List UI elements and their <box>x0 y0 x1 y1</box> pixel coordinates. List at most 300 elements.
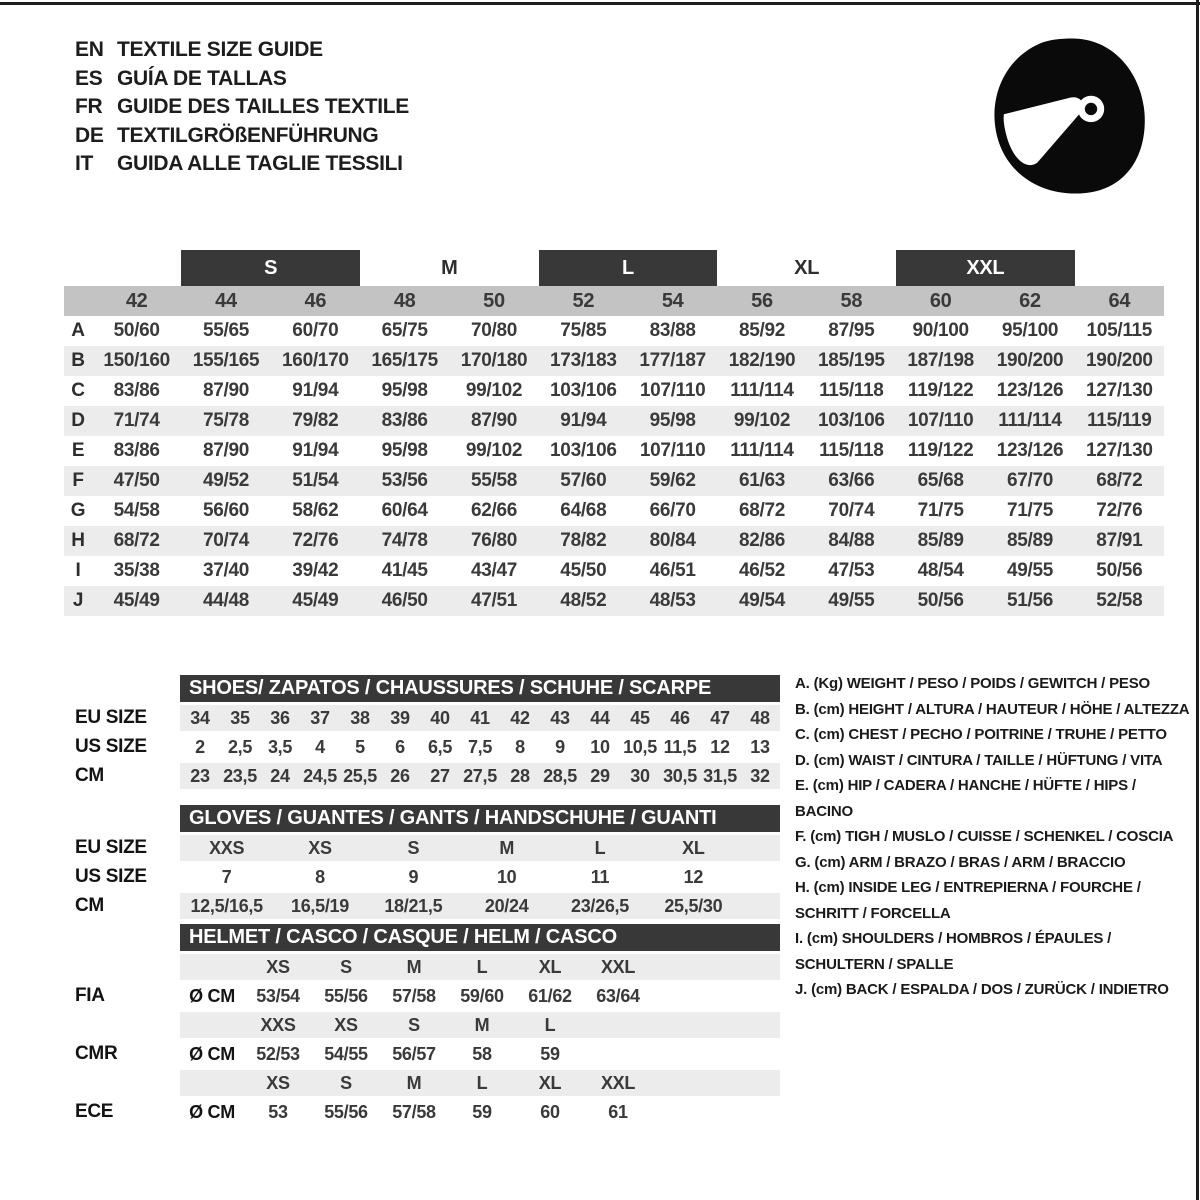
language-row <box>75 65 409 94</box>
unit-spacer <box>180 1070 244 1096</box>
size-cell: 20/24 <box>484 895 529 916</box>
table-cell: 68/72 <box>113 530 160 551</box>
band-size-cell: 54 <box>661 289 684 312</box>
size-group-s: S <box>181 250 360 286</box>
size-cell: 30,5 <box>663 765 697 786</box>
helmet-size-row <box>64 1070 1164 1096</box>
size-cell: XS <box>308 837 332 858</box>
size-cell: 10,5 <box>623 736 657 757</box>
language-row <box>75 93 409 122</box>
language-code: FR <box>75 95 103 119</box>
diameter-unit: Ø CM <box>189 985 235 1006</box>
table-cell: 62/66 <box>470 500 518 521</box>
unit-spacer <box>180 1012 244 1038</box>
table-cell: 37/40 <box>202 560 250 581</box>
table-cell: 68/72 <box>738 500 786 521</box>
table-cell: 127/130 <box>1086 440 1153 461</box>
helmet-value-cell: 59 <box>540 1043 560 1064</box>
size-cell: 35 <box>230 707 250 728</box>
table-cell: 103/106 <box>550 440 617 461</box>
table-cell: 43/47 <box>470 560 518 581</box>
table-cell: 187/198 <box>907 350 974 371</box>
band-size-cell: 62 <box>1019 289 1041 312</box>
size-cell: 42 <box>510 707 530 728</box>
row-letter: J <box>72 590 84 611</box>
legend-item: E. (cm) HIP / CADERA / HANCHE / HÜFTE / HIPS / BACINO <box>795 777 1136 820</box>
table-row <box>64 406 1164 436</box>
band-size-cell: 48 <box>393 289 416 312</box>
table-cell: 115/118 <box>819 380 884 401</box>
table-cell: 150/160 <box>103 350 170 371</box>
table-cell: 49/54 <box>738 590 786 611</box>
size-cell: 7 <box>221 866 232 887</box>
language-title: TEXTILGRÖßENFÜHRUNG <box>117 123 379 147</box>
table-cell: 160/170 <box>282 350 349 371</box>
table-cell: 111/114 <box>730 440 794 461</box>
size-cell: 23,5 <box>223 765 257 786</box>
helmet-value-cell: 54/55 <box>324 1043 368 1064</box>
table-cell: 87/90 <box>470 410 518 431</box>
table-cell: 99/102 <box>733 410 791 431</box>
table-cell: 82/86 <box>738 530 786 551</box>
size-cell: 24,5 <box>303 765 337 786</box>
row-letter: E <box>71 440 85 461</box>
row-cells <box>180 864 780 890</box>
helmet-size-cell: M <box>406 1072 422 1093</box>
helmet-value-row <box>64 1041 1164 1067</box>
table-cell: 39/42 <box>292 560 339 581</box>
language-code: IT <box>75 152 94 176</box>
helmet-size-cell: L <box>476 1072 488 1093</box>
table-cell: 53/56 <box>381 470 428 491</box>
row-cells <box>180 1012 780 1038</box>
table-cell: 155/165 <box>192 350 260 371</box>
table-row <box>64 586 1164 616</box>
band-size-cell: 56 <box>751 289 773 312</box>
table-cell: 75/85 <box>560 320 607 341</box>
helmet-value-cell: 56/57 <box>392 1043 436 1064</box>
table-row <box>64 466 1164 496</box>
standard-label: ECE <box>75 1101 114 1122</box>
helmet-value-cell: 52/53 <box>256 1043 300 1064</box>
helmet-section-header: HELMET / CASCO / CASQUE / HELM / CASCO <box>180 924 780 951</box>
helmet-size-cell: XS <box>266 1072 290 1093</box>
helmet-value-cell: 55/56 <box>324 1101 368 1122</box>
table-cell: 173/183 <box>550 350 617 371</box>
size-cell: 6,5 <box>427 736 453 757</box>
table-cell: 48/52 <box>560 590 607 611</box>
table-cell: 49/55 <box>1006 560 1054 581</box>
helmet-value-cell: 61 <box>608 1101 628 1122</box>
size-cell: XL <box>682 837 705 858</box>
legend-item: I. (cm) SHOULDERS / HOMBROS / ÉPAULES / SCHULTERN / SPALLE <box>795 930 1112 973</box>
size-cell: 39 <box>390 707 410 728</box>
size-cell: 45 <box>630 707 650 728</box>
helmet-value-row <box>64 1099 1164 1125</box>
size-cell: 3,5 <box>267 736 293 757</box>
table-cell: 90/100 <box>912 320 969 341</box>
legend-item: J. (cm) BACK / ESPALDA / DOS / ZURÜCK / INDIETRO <box>795 981 1169 998</box>
table-cell: 48/54 <box>917 560 964 581</box>
table-cell: 87/91 <box>1096 530 1143 551</box>
table-cell: 80/84 <box>649 530 696 551</box>
language-row <box>75 36 409 65</box>
table-cell: 59/62 <box>649 470 696 491</box>
table-cell: 47/53 <box>828 560 875 581</box>
helmet-size-cell: M <box>406 956 422 977</box>
size-cell: 8 <box>315 866 325 887</box>
table-cell: 127/130 <box>1086 380 1153 401</box>
size-cell: 38 <box>350 707 370 728</box>
table-cell: 50/60 <box>113 320 160 341</box>
shoes-section-header: SHOES/ ZAPATOS / CHAUSSURES / SCHUHE / SCARPE <box>180 675 780 702</box>
table-cell: 103/106 <box>550 380 617 401</box>
table-cell: 75/78 <box>202 410 250 431</box>
diameter-unit: Ø CM <box>189 1043 235 1064</box>
row-label-spacer <box>64 954 180 980</box>
table-cell: 56/60 <box>202 500 250 521</box>
size-group-xxl: XXL <box>896 250 1075 286</box>
row-cells <box>180 1070 780 1096</box>
table-cell: 45/49 <box>292 590 339 611</box>
table-cell: 165/175 <box>371 350 438 371</box>
table-cell: 119/122 <box>907 380 974 401</box>
table-row <box>64 376 1164 406</box>
table-cell: 45/50 <box>560 560 607 581</box>
table-cell: 45/49 <box>113 590 160 611</box>
table-cell: 50/56 <box>1096 560 1143 581</box>
table-cell: 46/50 <box>381 590 428 611</box>
size-cell: 12 <box>710 736 730 757</box>
size-cell: XXS <box>209 837 245 858</box>
row-label: CM <box>75 765 104 786</box>
table-cell: 107/110 <box>639 440 706 461</box>
table-cell: 72/76 <box>1096 500 1143 521</box>
table-cell: 87/95 <box>828 320 875 341</box>
numeric-size-band <box>64 286 1164 316</box>
size-cell: 8 <box>515 736 525 757</box>
size-cell: 27,5 <box>463 765 497 786</box>
size-cell: 31,5 <box>703 765 737 786</box>
legend-item: H. (cm) INSIDE LEG / ENTREPIERNA / FOURCHE / SCHRITT / FORCELLA <box>795 879 1141 922</box>
table-row <box>64 556 1164 586</box>
helmet-value-cell: 59 <box>472 1101 492 1122</box>
size-cell: 46 <box>670 707 690 728</box>
table-row <box>64 496 1164 526</box>
gloves-section-header: GLOVES / GUANTES / GANTS / HANDSCHUHE / GUANTI <box>180 805 780 832</box>
language-title-list <box>75 36 409 179</box>
size-cell: 34 <box>190 707 210 728</box>
helmet-value-cell: 53/54 <box>256 985 300 1006</box>
size-cell: 47 <box>710 707 730 728</box>
size-cell: 43 <box>550 707 570 728</box>
row-letter: B <box>71 350 85 371</box>
helmet-size-cell: S <box>340 1072 352 1093</box>
helmet-value-cell: 61/62 <box>528 985 572 1006</box>
table-cell: 54/58 <box>113 500 160 521</box>
table-cell: 63/66 <box>828 470 875 491</box>
table-cell: 177/187 <box>639 350 706 371</box>
table-cell: 87/90 <box>202 380 250 401</box>
size-cell: 12,5/16,5 <box>190 895 263 916</box>
table-cell: 111/114 <box>998 410 1062 431</box>
table-cell: 76/80 <box>470 530 518 551</box>
size-group-m: M <box>441 256 458 279</box>
legend-item: D. (cm) WAIST / CINTURA / TAILLE / HÜFTUNG / VITA <box>795 751 1163 769</box>
table-cell: 70/74 <box>202 530 250 551</box>
language-title: TEXTILE SIZE GUIDE <box>117 38 323 62</box>
racing-helmet-icon <box>980 28 1158 204</box>
table-cell: 46/51 <box>649 560 696 581</box>
table-cell: 52/58 <box>1096 590 1143 611</box>
size-cell: 25,5 <box>343 765 377 786</box>
table-cell: 78/82 <box>560 530 607 551</box>
row-label: US SIZE <box>75 736 147 757</box>
size-cell: 5 <box>355 736 365 757</box>
legend-item: A. (Kg) WEIGHT / PESO / POIDS / GEWITCH / PESO <box>795 675 1150 692</box>
table-cell: 71/75 <box>1006 500 1054 521</box>
table-cell: 72/76 <box>292 530 339 551</box>
table-cell: 60/64 <box>381 500 428 521</box>
table-cell: 57/60 <box>560 470 607 491</box>
table-cell: 83/86 <box>381 410 428 431</box>
size-cell: 28 <box>510 765 530 786</box>
table-cell: 95/98 <box>381 380 428 401</box>
textile-size-table <box>64 250 1164 616</box>
row-letter: D <box>71 410 85 431</box>
table-cell: 64/68 <box>560 500 607 521</box>
size-cell: 2,5 <box>227 736 253 757</box>
size-cell: 23/26,5 <box>571 895 629 916</box>
table-cell: 87/90 <box>202 440 250 461</box>
helmet-size-cell: XS <box>266 956 290 977</box>
row-label: US SIZE <box>75 866 147 887</box>
row-cells <box>180 705 780 731</box>
row-cells <box>180 1041 780 1067</box>
size-cell: 41 <box>470 707 490 728</box>
size-cell: 48 <box>750 707 770 728</box>
table-cell: 91/94 <box>560 410 607 431</box>
table-cell: 67/70 <box>1006 470 1054 491</box>
size-cell: 11 <box>590 866 610 887</box>
size-cell: 24 <box>270 765 290 786</box>
size-cell: 7,5 <box>467 736 493 757</box>
table-cell: 123/126 <box>996 380 1064 401</box>
table-cell: 71/74 <box>113 410 160 431</box>
table-cell: 50/56 <box>917 590 964 611</box>
table-cell: 119/122 <box>907 440 974 461</box>
helmet-value-cell: 59/60 <box>460 985 504 1006</box>
standard-label: FIA <box>75 985 105 1006</box>
table-cell: 79/82 <box>292 410 339 431</box>
table-row <box>64 526 1164 556</box>
size-cell: 10 <box>590 736 610 757</box>
table-cell: 91/94 <box>292 440 339 461</box>
legend-item: G. (cm) ARM / BRAZO / BRAS / ARM / BRACCIO <box>795 853 1126 871</box>
table-cell: 190/200 <box>1086 350 1153 371</box>
unit-spacer <box>180 954 244 980</box>
table-cell: 48/53 <box>649 590 696 611</box>
table-cell: 47/51 <box>470 590 518 611</box>
size-group-xl: XL <box>794 256 820 279</box>
table-cell: 55/58 <box>470 470 518 491</box>
helmet-size-cell: L <box>544 1014 556 1035</box>
table-cell: 61/63 <box>738 470 786 491</box>
row-label: EU SIZE <box>75 837 147 858</box>
table-cell: 105/115 <box>1086 320 1153 341</box>
standard-label: CMR <box>75 1043 118 1064</box>
helmet-value-cell: 57/58 <box>392 985 436 1006</box>
row-cells <box>180 763 780 789</box>
helmet-size-cell: L <box>476 956 488 977</box>
row-cells <box>180 734 780 760</box>
size-cell: 11,5 <box>663 736 697 757</box>
band-size-cell: 44 <box>215 289 237 312</box>
row-cells <box>180 1099 780 1125</box>
table-cell: 70/74 <box>828 500 875 521</box>
table-cell: 85/89 <box>917 530 964 551</box>
table-cell: 115/118 <box>819 440 884 461</box>
helmet-size-cell: XXS <box>260 1014 296 1035</box>
table-cell: 95/100 <box>1001 320 1059 341</box>
helmet-value-cell: 57/58 <box>392 1101 436 1122</box>
table-cell: 41/45 <box>381 560 428 581</box>
band-size-cell: 60 <box>929 289 952 312</box>
table-cell: 71/75 <box>917 500 964 521</box>
helmet-value-cell: 58 <box>472 1043 492 1064</box>
top-border-line <box>0 2 1200 5</box>
row-letter: H <box>71 530 85 551</box>
size-cell: M <box>499 837 515 858</box>
table-cell: 85/89 <box>1006 530 1054 551</box>
size-cell: 2 <box>195 736 205 757</box>
language-title: GUÍA DE TALLAS <box>117 66 287 90</box>
table-row <box>64 346 1164 376</box>
table-cell: 46/52 <box>738 560 786 581</box>
language-title: GUIDA ALLE TAGLIE TESSILI <box>117 152 403 176</box>
size-cell: 26 <box>390 765 410 786</box>
helmet-value-cell: 60 <box>540 1101 560 1122</box>
row-label-spacer <box>64 1070 180 1096</box>
helmet-size-row <box>64 1012 1164 1038</box>
band-size-cell: 46 <box>304 289 327 312</box>
language-code: DE <box>75 123 104 147</box>
size-cell: 6 <box>395 736 405 757</box>
helmet-value-cell: 55/56 <box>324 985 368 1006</box>
table-cell: 65/68 <box>917 470 964 491</box>
row-letter: I <box>75 560 81 581</box>
size-cell: 4 <box>315 736 325 757</box>
size-cell: 23 <box>190 765 210 786</box>
row-letter: F <box>72 470 84 491</box>
row-label-spacer <box>64 1012 180 1038</box>
size-group-header-row <box>64 250 1164 286</box>
row-letter: C <box>71 380 85 401</box>
size-cell: 28,5 <box>543 765 577 786</box>
row-cells <box>180 983 780 1009</box>
table-cell: 51/54 <box>292 470 339 491</box>
size-cell: 29 <box>590 765 610 786</box>
band-size-cell: 52 <box>572 289 595 312</box>
row-cells <box>180 893 780 919</box>
legend-item: C. (cm) CHEST / PECHO / POITRINE / TRUHE / PETTO <box>795 726 1167 743</box>
table-cell: 115/119 <box>1087 410 1152 431</box>
table-row <box>64 436 1164 466</box>
table-cell: 84/88 <box>828 530 875 551</box>
helmet-value-cell: 63/64 <box>596 985 640 1006</box>
helmet-size-cell: XS <box>334 1014 358 1035</box>
table-cell: 170/180 <box>460 350 528 371</box>
size-cell: 32 <box>750 765 770 786</box>
table-cell: 49/52 <box>202 470 250 491</box>
table-cell: 99/102 <box>465 380 523 401</box>
size-cell: 44 <box>590 707 610 728</box>
size-cell: S <box>407 837 420 858</box>
helmet-size-cell: M <box>474 1014 490 1035</box>
table-cell: 47/50 <box>113 470 160 491</box>
size-cell: 37 <box>310 707 330 728</box>
measurement-rows <box>64 316 1164 616</box>
size-cell: 9 <box>555 736 565 757</box>
band-size-cell: 42 <box>125 289 148 312</box>
helmet-size-cell: XL <box>538 956 562 977</box>
table-cell: 85/92 <box>738 320 786 341</box>
table-cell: 95/98 <box>649 410 696 431</box>
table-cell: 83/86 <box>113 440 160 461</box>
row-label: EU SIZE <box>75 707 147 728</box>
row-letter: A <box>71 320 85 341</box>
table-cell: 55/65 <box>202 320 250 341</box>
measurement-legend <box>795 671 1195 1003</box>
table-cell: 99/102 <box>465 440 523 461</box>
table-cell: 58/62 <box>292 500 339 521</box>
table-cell: 182/190 <box>728 350 796 371</box>
table-cell: 111/114 <box>730 380 794 401</box>
size-cell: 13 <box>750 736 770 757</box>
size-cell: 27 <box>430 765 450 786</box>
legend-item: B. (cm) HEIGHT / ALTURA / HAUTEUR / HÖHE / ALTEZZA <box>795 700 1190 718</box>
row-cells <box>180 954 780 980</box>
table-cell: 83/88 <box>649 320 696 341</box>
table-cell: 107/110 <box>907 410 974 431</box>
right-border-line <box>1196 0 1199 1200</box>
size-cell: 9 <box>408 866 419 887</box>
row-label: CM <box>75 895 104 916</box>
size-cell: 30 <box>630 765 650 786</box>
band-size-cell: 64 <box>1108 289 1131 312</box>
language-code: EN <box>75 38 104 62</box>
table-cell: 123/126 <box>996 440 1064 461</box>
table-cell: 35/38 <box>113 560 160 581</box>
table-cell: 51/56 <box>1006 590 1054 611</box>
table-cell: 95/98 <box>381 440 428 461</box>
band-size-cell: 50 <box>483 289 505 312</box>
size-cell: 40 <box>430 707 450 728</box>
size-cell: 18/21,5 <box>384 895 443 916</box>
size-cell: 12 <box>683 866 704 887</box>
table-cell: 60/70 <box>292 320 339 341</box>
row-letter: G <box>70 500 86 521</box>
diameter-unit: Ø CM <box>189 1101 235 1122</box>
table-cell: 103/106 <box>818 410 885 431</box>
helmet-size-cell: S <box>340 956 352 977</box>
legend-item: F. (cm) TIGH / MUSLO / CUISSE / SCHENKEL / COSCIA <box>795 828 1174 845</box>
table-cell: 49/55 <box>828 590 875 611</box>
helmet-size-cell: XXL <box>600 1072 636 1093</box>
helmet-size-cell: XXL <box>600 956 636 977</box>
size-cell: 36 <box>270 707 290 728</box>
table-cell: 190/200 <box>996 350 1064 371</box>
